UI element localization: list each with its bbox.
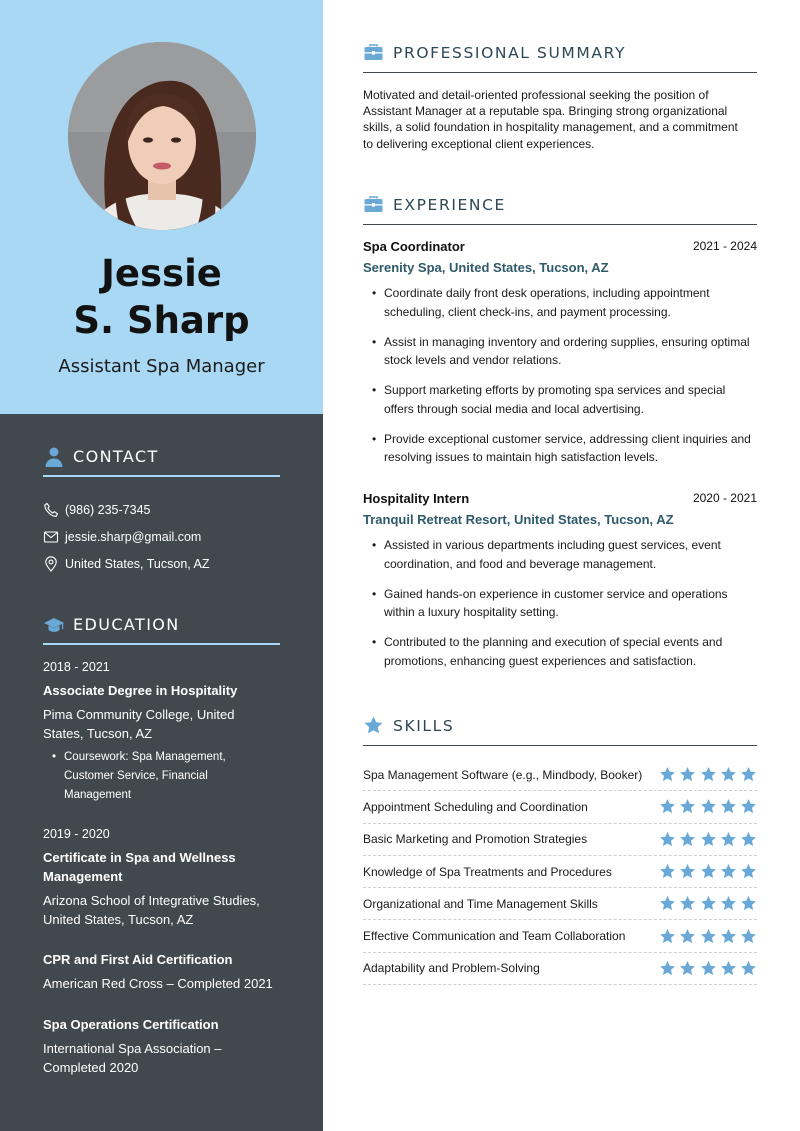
- bullet-line: • Support marketing efforts by promoting spa services and special: [384, 383, 726, 397]
- skill-row: [363, 856, 757, 888]
- job-dates: 2021 - 2024: [692, 239, 757, 253]
- experience-heading: [363, 197, 757, 225]
- star-icon: [740, 766, 757, 783]
- job-bullet: [363, 585, 768, 622]
- star-icon: [720, 928, 737, 945]
- experience-heading-label: EXPERIENCE: [393, 196, 506, 214]
- job-role: Spa Coordinator: [363, 239, 465, 254]
- star-icon: [679, 831, 696, 848]
- coursework-line: Management: [64, 789, 132, 801]
- bullet-line: resolving issues to maintain high satisfaction levels.: [384, 450, 659, 464]
- skill-row: [363, 759, 757, 791]
- profile-photo: [68, 42, 256, 230]
- job-title: Assistant Spa Manager: [58, 356, 265, 377]
- skill-rating: [656, 960, 757, 977]
- education-entry: [43, 826, 283, 929]
- contact-email: [43, 529, 201, 545]
- star-icon: [363, 715, 384, 736]
- job-bullets: [363, 284, 768, 467]
- skill-name: Appointment Scheduling and Coordination: [363, 799, 588, 814]
- star-icon: [700, 798, 717, 815]
- certification-title: Spa Operations Certification: [43, 1017, 219, 1032]
- education-heading-label: EDUCATION: [73, 615, 180, 634]
- portrait-illustration: [68, 42, 256, 230]
- experience-entry: [363, 239, 768, 478]
- education-school: [43, 705, 283, 743]
- skills-list: [363, 759, 757, 985]
- star-icon: [679, 960, 696, 977]
- star-icon: [740, 895, 757, 912]
- star-icon: [700, 831, 717, 848]
- job-bullet: [363, 284, 768, 321]
- bullet-line: • Gained hands-on experience in customer service and operations: [384, 586, 728, 601]
- star-icon: [740, 928, 757, 945]
- star-icon: [700, 863, 717, 880]
- skill-name: Effective Communication and Team Collaboration: [363, 929, 626, 944]
- summary-line: skills, a solid foundation in hospitality management, and a commitment: [363, 120, 738, 135]
- star-icon: [720, 960, 737, 977]
- summary-heading-label: PROFESSIONAL SUMMARY: [393, 44, 627, 62]
- star-icon: [740, 863, 757, 880]
- job-bullets: [363, 536, 768, 670]
- star-icon: [659, 863, 676, 880]
- skill-rating: [656, 863, 757, 880]
- job-organization: Tranquil Retreat Resort, United States, Tucson, AZ: [363, 512, 674, 527]
- skill-row: [363, 824, 757, 856]
- name-first-line: Jessie: [101, 252, 222, 295]
- coursework-line: • Coursework: Spa Management,: [64, 751, 226, 763]
- skill-row: [363, 920, 757, 952]
- coursework-item: [43, 748, 283, 805]
- envelope-icon: [43, 529, 59, 545]
- skill-rating: [656, 766, 757, 783]
- bullet-line: within a luxury hospitality setting.: [384, 605, 559, 619]
- job-bullet: [363, 430, 768, 467]
- map-pin-icon: [43, 556, 59, 572]
- skill-rating: [656, 895, 757, 912]
- contact-phone: [43, 502, 150, 518]
- bullet-line: • Provide exceptional customer service, addressing client inquiries and: [384, 431, 751, 446]
- job-bullet: [363, 333, 768, 370]
- star-icon: [679, 863, 696, 880]
- coursework-line: Customer Service, Financial: [64, 770, 208, 782]
- skill-rating: [656, 831, 757, 848]
- star-icon: [720, 831, 737, 848]
- star-icon: [659, 895, 676, 912]
- education-school-line: States, Tucson, AZ: [43, 726, 153, 741]
- skills-heading: [363, 718, 757, 746]
- star-icon: [659, 798, 676, 815]
- certification-issuer-line: Completed 2020: [43, 1060, 139, 1075]
- skill-rating: [656, 928, 757, 945]
- skill-name: Adaptability and Problem-Solving: [363, 961, 540, 976]
- star-icon: [679, 895, 696, 912]
- skill-row: [363, 888, 757, 920]
- coursework-list: [43, 748, 283, 805]
- job-header: [363, 239, 757, 254]
- education-school-line: United States, Tucson, AZ: [43, 912, 194, 927]
- summary-line: Assistant Manager at a reputable spa. Bringing strong organizational: [363, 104, 728, 119]
- skill-name: Organizational and Time Management Skills: [363, 896, 598, 911]
- skill-row: [363, 953, 757, 985]
- star-icon: [720, 863, 737, 880]
- job-role: Hospitality Intern: [363, 491, 470, 506]
- bullet-line: scheduling, client check-ins, and payment processing.: [384, 304, 671, 319]
- education-degree-line: Certificate in Spa and Wellness: [43, 850, 236, 865]
- bullet-line: offers through social media and local advertising.: [384, 401, 644, 416]
- bullet-line: promotions, enhancing guest experiences and satisfaction.: [384, 653, 697, 668]
- star-icon: [679, 766, 696, 783]
- skill-rating: [656, 798, 757, 815]
- star-icon: [700, 766, 717, 783]
- summary-text: [363, 87, 763, 152]
- skill-name: Knowledge of Spa Treatments and Procedures: [363, 864, 612, 879]
- certification-issuer: American Red Cross – Completed 2021: [43, 976, 273, 991]
- email-address: jessie.sharp@gmail.com: [65, 530, 202, 544]
- star-icon: [679, 928, 696, 945]
- candidate-name: [0, 250, 323, 344]
- briefcase-icon: [363, 42, 384, 63]
- education-years: 2018 - 2021: [43, 660, 110, 674]
- phone-number: (986) 235-7345: [65, 503, 151, 517]
- education-degree: [43, 848, 283, 886]
- star-icon: [720, 798, 737, 815]
- briefcase-icon: [363, 194, 384, 215]
- phone-icon: [43, 502, 59, 518]
- job-bullet: [363, 536, 768, 573]
- contact-location: [43, 556, 210, 572]
- name-second-line: S. Sharp: [73, 299, 250, 342]
- star-icon: [740, 960, 757, 977]
- summary-line: to delivering exceptional client experiences.: [363, 136, 595, 151]
- star-icon: [700, 960, 717, 977]
- bullet-line: stock levels and vendor relations.: [384, 353, 562, 367]
- education-school: [43, 891, 283, 929]
- certification-issuer-line: International Spa Association –: [43, 1041, 222, 1056]
- job-organization: Serenity Spa, United States, Tucson, AZ: [363, 260, 609, 275]
- profile-header: [0, 0, 323, 414]
- summary-line: Motivated and detail-oriented professional seeking the position of: [363, 88, 709, 102]
- job-header: [363, 491, 757, 506]
- star-icon: [659, 766, 676, 783]
- job-bullet: [363, 633, 768, 670]
- star-icon: [679, 798, 696, 815]
- star-icon: [659, 960, 676, 977]
- job-bullet: [363, 381, 768, 418]
- star-icon: [720, 766, 737, 783]
- star-icon: [740, 831, 757, 848]
- summary-heading: [363, 45, 757, 73]
- skills-heading-label: SKILLS: [393, 717, 455, 735]
- star-icon: [700, 928, 717, 945]
- certification-issuer: [43, 1039, 283, 1077]
- bullet-line: • Assist in managing inventory and ordering supplies, ensuring optimal: [384, 334, 750, 349]
- star-icon: [720, 895, 737, 912]
- bullet-line: coordination, and food and beverage management.: [384, 556, 657, 571]
- certification-entry: [43, 950, 283, 993]
- skill-name: Basic Marketing and Promotion Strategies: [363, 832, 588, 847]
- certification-entry: [43, 1015, 283, 1077]
- education-years: 2019 - 2020: [43, 827, 110, 841]
- skill-row: [363, 791, 757, 823]
- education-school-line: Arizona School of Integrative Studies,: [43, 893, 260, 908]
- bullet-line: • Assisted in various departments including guest services, event: [384, 538, 721, 552]
- location-text: United States, Tucson, AZ: [65, 557, 210, 571]
- certification-title: CPR and First Aid Certification: [43, 952, 233, 967]
- bullet-line: • Contributed to the planning and execution of special events and: [384, 635, 723, 649]
- education-entry: [43, 659, 283, 805]
- education-degree: Associate Degree in Hospitality: [43, 683, 238, 698]
- education-degree-line: Management: [43, 869, 123, 884]
- star-icon: [659, 928, 676, 945]
- education-school-line: Pima Community College, United: [43, 707, 235, 722]
- contact-heading: [43, 447, 280, 477]
- graduation-cap-icon: [43, 614, 65, 636]
- contact-heading-label: CONTACT: [73, 447, 159, 466]
- star-icon: [700, 895, 717, 912]
- job-dates: 2020 - 2021: [692, 491, 757, 505]
- experience-entry: [363, 491, 768, 682]
- person-icon: [43, 446, 65, 468]
- education-heading: [43, 615, 280, 645]
- star-icon: [740, 798, 757, 815]
- star-icon: [659, 831, 676, 848]
- bullet-line: • Coordinate daily front desk operations, including appointment: [384, 286, 710, 300]
- skill-name: Spa Management Software (e.g., Mindbody, Booker): [363, 767, 643, 782]
